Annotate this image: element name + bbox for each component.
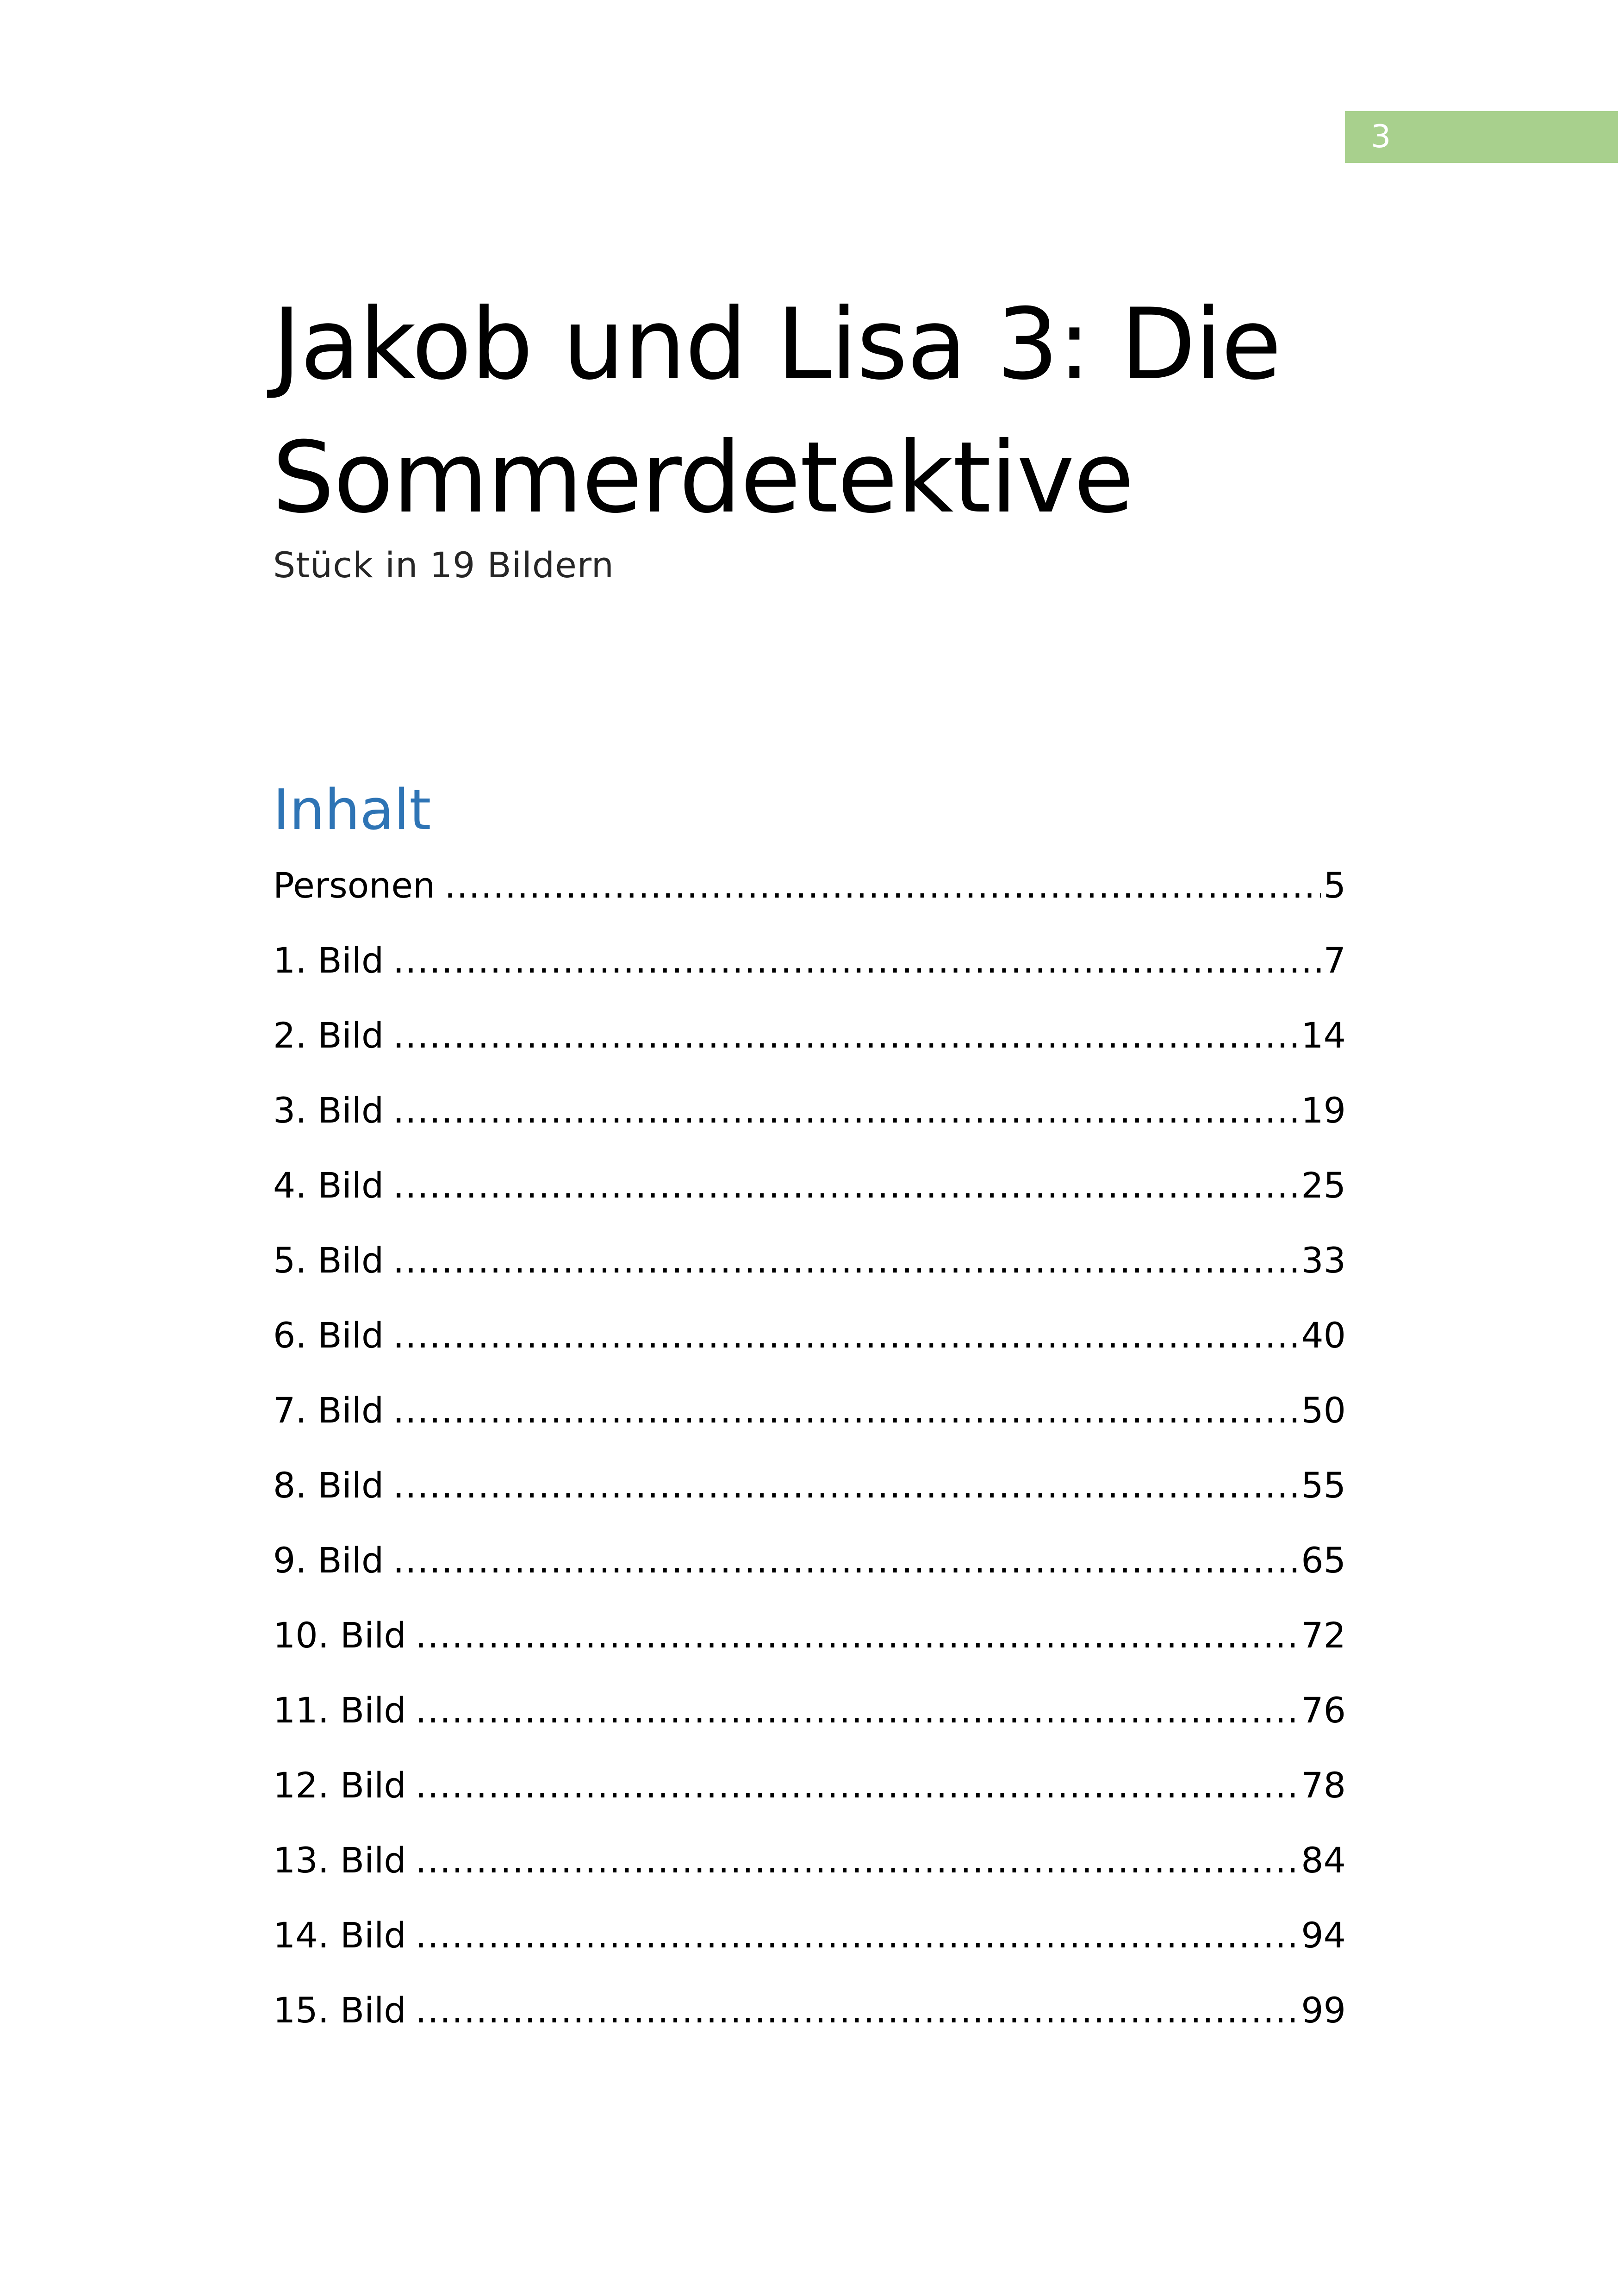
toc-entry-page: 5 (1323, 865, 1346, 906)
toc-entry-page: 25 (1301, 1165, 1346, 1206)
toc-entry-bild-6[interactable] (273, 1298, 1346, 1373)
toc-dot-leader (444, 848, 1320, 923)
toc-entry-label: 13. Bild (273, 1840, 406, 1881)
toc-entry-label: 1. Bild (273, 940, 384, 981)
toc-entry-page: 7 (1323, 940, 1346, 981)
toc-entry-label: 6. Bild (273, 1315, 384, 1356)
toc-entry-page: 19 (1301, 1090, 1346, 1131)
toc-entry-bild-14[interactable] (273, 1898, 1346, 1973)
toc-entry-label: 12. Bild (273, 1765, 406, 1806)
toc-dot-leader (416, 1973, 1299, 2048)
toc-dot-leader (393, 1373, 1298, 1448)
toc-dot-leader (416, 1823, 1299, 1898)
toc-entry-label: 7. Bild (273, 1390, 384, 1431)
toc-entry-label: 11. Bild (273, 1690, 406, 1731)
toc-entry-bild-15[interactable] (273, 1973, 1346, 2048)
toc-entry-page: 76 (1301, 1690, 1346, 1731)
toc-entry-label: 10. Bild (273, 1615, 406, 1656)
document-subtitle: Stück in 19 Bildern (273, 544, 614, 586)
toc-entry-label: 8. Bild (273, 1465, 384, 1506)
toc-dot-leader (416, 1673, 1299, 1748)
toc-dot-leader (393, 923, 1320, 998)
page-number-box (1345, 111, 1618, 163)
toc-entry-bild-12[interactable] (273, 1748, 1346, 1823)
toc-dot-leader (416, 1898, 1299, 1973)
toc-entry-page: 84 (1301, 1840, 1346, 1881)
toc-dot-leader (416, 1598, 1299, 1673)
toc-entry-label: 14. Bild (273, 1915, 406, 1956)
toc-entry-bild-3[interactable] (273, 1073, 1346, 1148)
toc-entry-label: 15. Bild (273, 1990, 406, 2031)
toc-entry-label: 9. Bild (273, 1540, 384, 1581)
toc-entry-page: 78 (1301, 1765, 1346, 1806)
toc-heading: Inhalt (273, 778, 431, 842)
toc-entry-bild-11[interactable] (273, 1673, 1346, 1748)
toc-entry-page: 14 (1301, 1015, 1346, 1056)
toc-entry-page: 72 (1301, 1615, 1346, 1656)
toc-entry-label: 3. Bild (273, 1090, 384, 1131)
toc-entry-label: 4. Bild (273, 1165, 384, 1206)
toc-entry-page: 94 (1301, 1915, 1346, 1956)
toc-entry-bild-5[interactable] (273, 1223, 1346, 1298)
toc-entry-page: 33 (1301, 1240, 1346, 1281)
toc-dot-leader (393, 1073, 1298, 1148)
toc-entry-label: Personen (273, 865, 436, 906)
toc-entry-page: 55 (1301, 1465, 1346, 1506)
toc-dot-leader (393, 1298, 1298, 1373)
toc-entry-bild-10[interactable] (273, 1598, 1346, 1673)
toc-entry-bild-8[interactable] (273, 1448, 1346, 1523)
toc-entry-bild-9[interactable] (273, 1523, 1346, 1598)
toc-dot-leader (393, 1223, 1298, 1298)
toc-entry-label: 2. Bild (273, 1015, 384, 1056)
toc-entry-page: 99 (1301, 1990, 1346, 2031)
page-number: 3 (1371, 119, 1391, 155)
document-title: Jakob und Lisa 3: Die Sommerdetektive (272, 287, 1281, 535)
toc-entry-page: 65 (1301, 1540, 1346, 1581)
toc-entry-bild-13[interactable] (273, 1823, 1346, 1898)
toc-entry-bild-7[interactable] (273, 1373, 1346, 1448)
toc-dot-leader (393, 1148, 1298, 1223)
toc-entry-page: 40 (1301, 1315, 1346, 1356)
toc-entry-bild-4[interactable] (273, 1148, 1346, 1223)
toc-dot-leader (393, 998, 1298, 1073)
toc-dot-leader (393, 1523, 1298, 1598)
table-of-contents (273, 848, 1346, 2048)
toc-entry-page: 50 (1301, 1390, 1346, 1431)
toc-entry-bild-1[interactable] (273, 923, 1346, 998)
toc-dot-leader (416, 1748, 1299, 1823)
toc-dot-leader (393, 1448, 1298, 1523)
toc-entry-bild-2[interactable] (273, 998, 1346, 1073)
toc-entry-personen[interactable] (273, 848, 1346, 923)
toc-entry-label: 5. Bild (273, 1240, 384, 1281)
